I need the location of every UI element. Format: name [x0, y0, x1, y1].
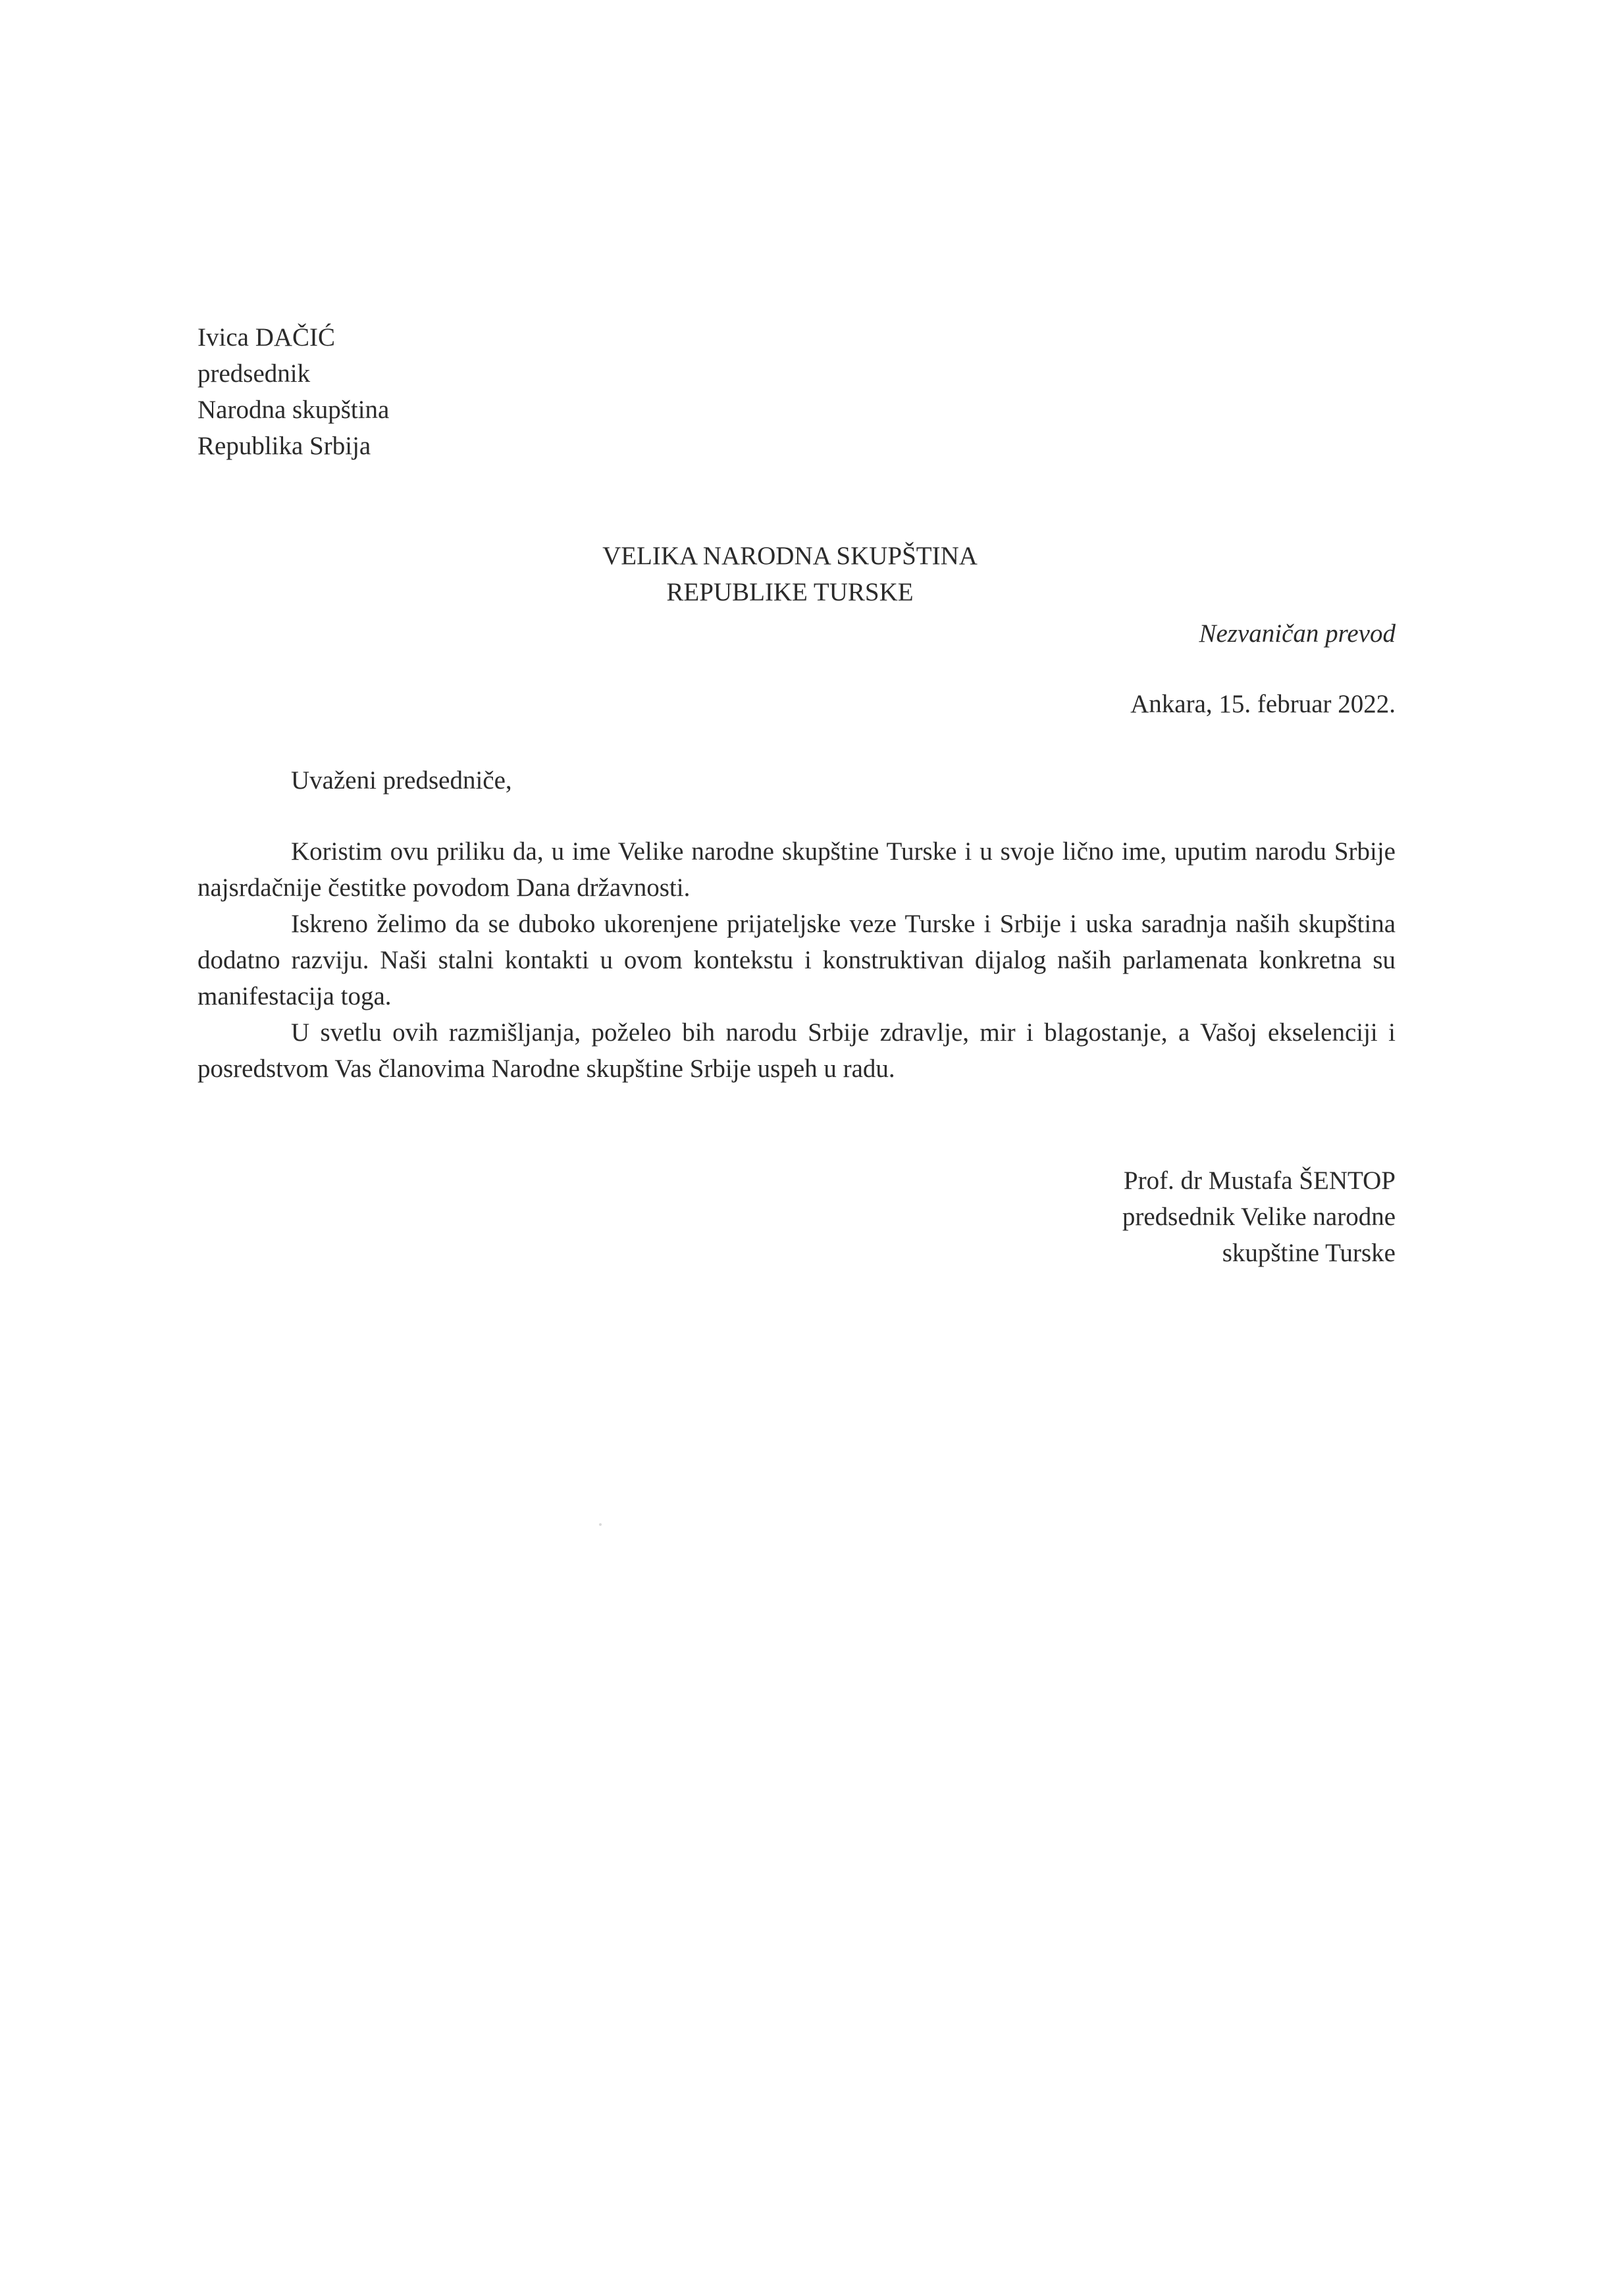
translation-note: Nezvaničan prevod: [1199, 619, 1396, 648]
signatory-title-line-1: predsednik Velike narodne: [1122, 1203, 1396, 1231]
body-paragraph-2: Iskreno želimo da se duboko ukorenjene prijateljske veze Turske i Srbije i uska saradnja naših skupština dodatno razviju. Naši stalni kontakti u ovom kontekstu i konstruktivan dijalog naših parlamenata konkretna su manifestacija toga.: [197, 910, 1396, 1010]
recipient-name: Ivica DAČIĆ: [197, 323, 336, 352]
recipient-block: [197, 319, 790, 464]
sender-institution-line-1: VELIKA NARODNA SKUPŠTINA: [602, 542, 978, 570]
recipient-institution: Narodna skupština: [197, 396, 390, 424]
body-paragraph-3: U svetlu ovih razmišljanja, poželeo bih narodu Srbije zdravlje, mir i blagostanje, a Vašoj ekselenciji i posredstvom Vas članovima Narodne skupštine Srbije uspeh u radu.: [197, 1018, 1396, 1083]
letter-date: Ankara, 15. februar 2022.: [1130, 690, 1396, 718]
sender-institution-line-2: REPUBLIKE TURSKE: [666, 578, 914, 606]
letter-body: [197, 833, 1396, 1087]
signatory-name: Prof. dr Mustafa ŠENTOP: [1123, 1166, 1396, 1195]
signature-block: [1122, 1162, 1396, 1271]
body-paragraph-1: Koristim ovu priliku da, u ime Velike narodne skupštine Turske i u svoje lično ime, uputim narodu Srbije najsrdačnije čestitke povodom Dana državnosti.: [197, 837, 1396, 902]
scan-speck: [599, 1523, 602, 1526]
salutation: Uvaženi predsedniče,: [291, 766, 512, 795]
sender-institution-heading: [0, 538, 1580, 610]
recipient-country: Republika Srbija: [197, 432, 371, 460]
signatory-title-line-2: skupštine Turske: [1222, 1239, 1396, 1267]
recipient-title: predsednik: [197, 359, 311, 388]
